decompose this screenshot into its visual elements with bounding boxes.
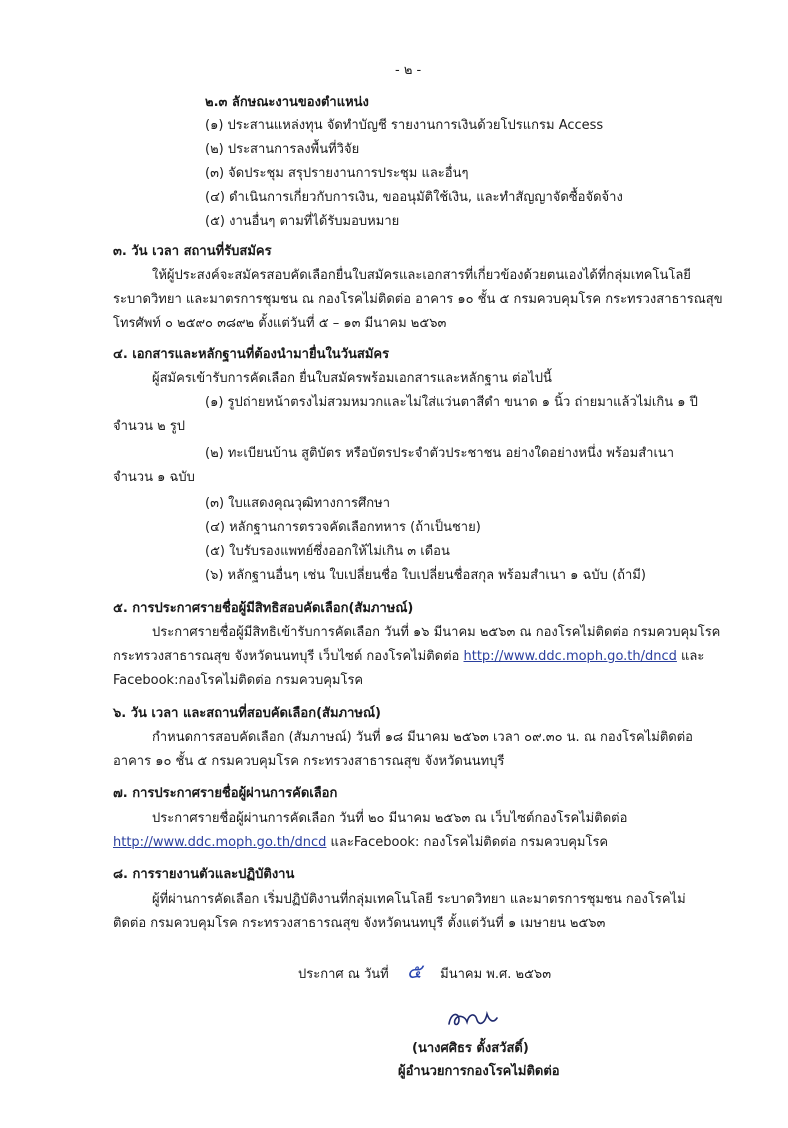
section-6-heading: ๖. วัน เวลา และสถานที่สอบคัดเลือก(สัมภาษณ์) <box>113 706 381 721</box>
paragraph-line: ให้ผู้ประสงค์จะสมัครสอบคัดเลือกยื่นใบสมัครและเอกสารที่เกี่ยวข้องด้วยตนเองได้ที่กลุ่มเทคโนโลยี <box>152 268 691 283</box>
paragraph-line: ระบาดวิทยา และมาตรการชุมชน ณ กองโรคไม่ติดต่อ อาคาร ๑๐ ชั้น ๕ กรมควบคุมโรค กระทรวงสาธารณสุข <box>113 292 723 307</box>
line-text: และ <box>681 649 705 664</box>
list-item: (๕) ใบรับรองแพทย์ซึ่งออกให้ไม่เกิน ๓ เดือน <box>205 544 450 559</box>
website-link[interactable]: http://www.ddc.moph.go.th/dncd <box>463 649 677 664</box>
section-5-heading: ๕. การประกาศรายชื่อผู้มีสิทธิสอบคัดเลือก(สัมภาษณ์) <box>113 601 414 616</box>
section-3-heading: ๓. วัน เวลา สถานที่รับสมัคร <box>113 244 272 259</box>
line-text: กระทรวงสาธารณสุข จังหวัดนนทบุรี เว็บไซต์ กองโรคไม่ติดต่อ <box>113 649 460 664</box>
paragraph-line: กำหนดการสอบคัดเลือก (สัมภาษณ์) วันที่ ๑๘ มีนาคม ๒๕๖๓ เวลา ๐๙.๓๐ น. ณ กองโรคไม่ติดต่อ <box>152 730 693 745</box>
paragraph-line: Facebook:กองโรคไม่ติดต่อ กรมควบคุมโรค <box>113 673 364 688</box>
signer-title: ผู้อำนวยการกองโรคไม่ติดต่อ <box>398 1064 560 1079</box>
list-item: (๔) ดำเนินการเกี่ยวกับการเงิน, ขออนุมัติใช้เงิน, และทำสัญญาจัดซื้อจัดจ้าง <box>205 190 623 205</box>
line-text: และFacebook: กองโรคไม่ติดต่อ กรมควบคุมโรค <box>330 835 609 850</box>
list-item: (๑) ประสานแหล่งทุน จัดทำบัญชี รายงานการเงินด้วยโปรแกรม Access <box>205 118 604 133</box>
paragraph-line: ประกาศรายชื่อผู้มีสิทธิเข้ารับการคัดเลือก วันที่ ๑๖ มีนาคม ๒๕๖๓ ณ กองโรคไม่ติดต่อ กรมควบคุมโรค <box>152 625 721 640</box>
section-7-heading: ๗. การประกาศรายชื่อผู้ผ่านการคัดเลือก <box>113 786 338 801</box>
paragraph-line <box>113 834 608 852</box>
signer-name: (นางศศิธร ตั้งสวัสดิ์) <box>412 1041 529 1056</box>
section-8-heading: ๘. การรายงานตัวและปฏิบัติงาน <box>113 867 295 882</box>
list-item: (๓) จัดประชุม สรุปรายงานการประชุม และอื่นๆ <box>205 166 469 181</box>
list-item: (๖) หลักฐานอื่นๆ เช่น ใบเปลี่ยนชื่อ ใบเปลี่ยนชื่อสกุล พร้อมสำเนา ๑ ฉบับ (ถ้ามี) <box>205 568 646 583</box>
paragraph-line: อาคาร ๑๐ ชั้น ๕ กรมควบคุมโรค กระทรวงสาธารณสุข จังหวัดนนทบุรี <box>113 754 505 769</box>
paragraph-line: ผู้สมัครเข้ารับการคัดเลือก ยื่นใบสมัครพร้อมเอกสารและหลักฐาน ต่อไปนี้ <box>152 371 552 386</box>
list-item: (๒) ประสานการลงพื้นที่วิจัย <box>205 142 360 157</box>
list-item-continuation: จำนวน ๑ ฉบับ <box>113 470 195 485</box>
announcement-date <box>298 958 551 988</box>
paragraph-line <box>113 648 704 666</box>
list-item: (๓) ใบแสดงคุณวุฒิทางการศึกษา <box>205 496 391 511</box>
list-item-continuation: จำนวน ๒ รูป <box>113 419 186 434</box>
paragraph-line: โทรศัพท์ ๐ ๒๕๙๐ ๓๘๙๒ ตั้งแต่วันที่ ๕ – ๑๓ มีนาคม ๒๕๖๓ <box>113 316 447 331</box>
page-number: - ๒ - <box>395 63 422 78</box>
list-item: (๒) ทะเบียนบ้าน สูติบัตร หรือบัตรประจำตัวประชาชน อย่างใดอย่างหนึ่ง พร้อมสำเนา <box>205 446 675 461</box>
line-text: ประกาศ ณ วันที่ <box>298 967 389 982</box>
paragraph-line: ผู้ที่ผ่านการคัดเลือก เริ่มปฏิบัติงานที่กลุ่มเทคโนโลยี ระบาดวิทยา และมาตรการชุมชน กองโรคไม่ <box>152 892 686 907</box>
list-item: (๕) งานอื่นๆ ตามที่ได้รับมอบหมาย <box>205 214 400 229</box>
line-text: มีนาคม พ.ศ. ๒๕๖๓ <box>440 967 552 982</box>
list-item: (๔) หลักฐานการตรวจคัดเลือกทหาร (ถ้าเป็นชาย) <box>205 520 481 535</box>
signature-mark <box>445 1004 501 1032</box>
website-link[interactable]: http://www.ddc.moph.go.th/dncd <box>113 835 327 850</box>
paragraph-line: ประกาศรายชื่อผู้ผ่านการคัดเลือก วันที่ ๒๐ มีนาคม ๒๕๖๓ ณ เว็บไซต์กองโรคไม่ติดต่อ <box>152 811 628 826</box>
list-item: (๑) รูปถ่ายหน้าตรงไม่สวมหมวกและไม่ใส่แว่นตาสีดำ ขนาด ๑ นิ้ว ถ่ายมาแล้วไม่เกิน ๑ ปี <box>205 395 698 410</box>
section-4-heading: ๔. เอกสารและหลักฐานที่ต้องนำมายื่นในวันสมัคร <box>113 347 390 362</box>
handwritten-day: ๕ <box>406 959 423 983</box>
section-2-3-heading: ๒.๓ ลักษณะงานของตำแหน่ง <box>205 95 369 110</box>
paragraph-line: ติดต่อ กรมควบคุมโรค กระทรวงสาธารณสุข จังหวัดนนทบุรี ตั้งแต่วันที่ ๑ เมษายน ๒๕๖๓ <box>113 916 606 931</box>
